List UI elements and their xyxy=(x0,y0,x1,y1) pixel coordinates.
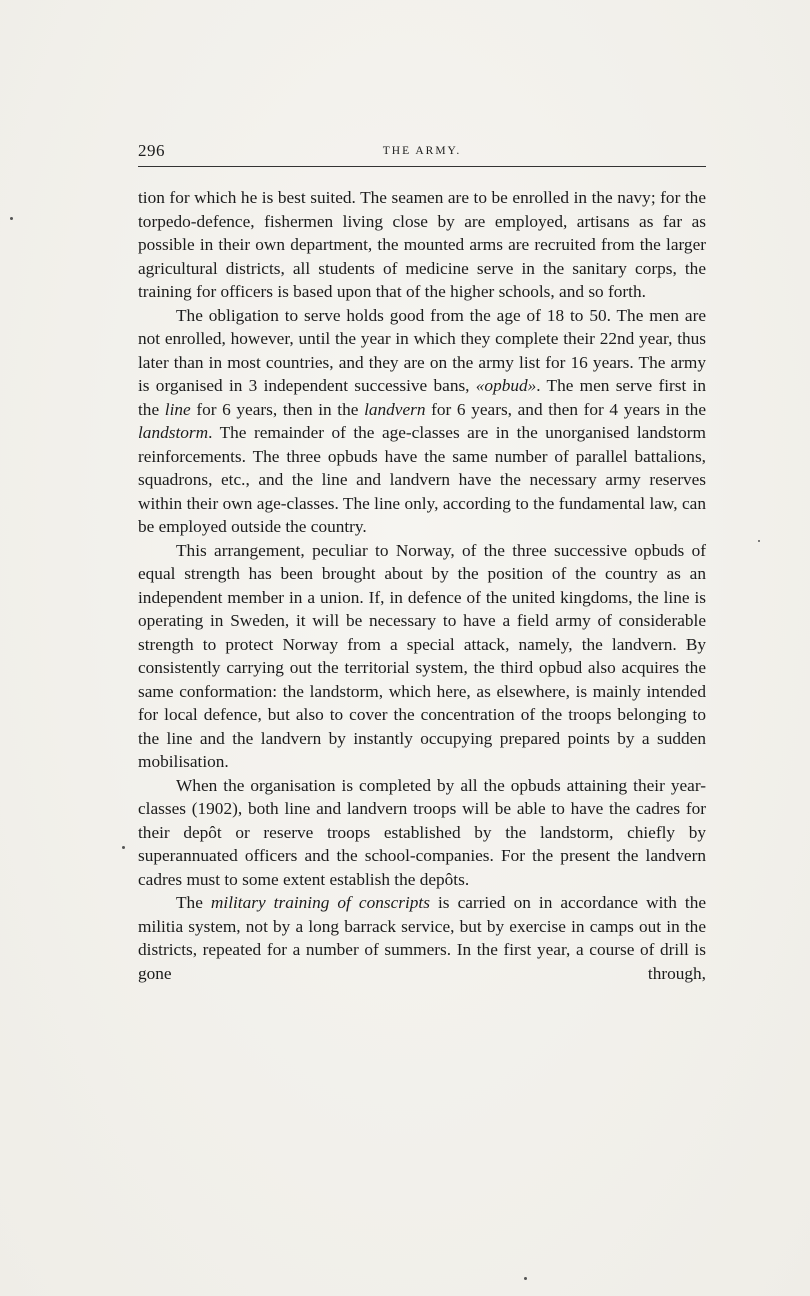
term-military-training: military training of conscripts xyxy=(210,893,430,912)
paragraph-5-part-b: is carried on in accordance with the militia system, not by a long barrack service, but by exercise in camps out in the districts, repeated for a number of summers. In the first year, a course of drill is gone through, xyxy=(138,893,707,983)
speck-bottom xyxy=(524,1277,527,1280)
paragraph-4-text: When the organisation is completed by all the opbuds attaining their year-classes (1902), both line and landvern troops will be able to have the cadres for their depôt or reserve troops established by the landstorm, chiefly by superannuated officers and the school-companies. For the present the landvern cadres must to some extent establish the depôts. xyxy=(138,775,706,889)
term-opbud: «opbud» xyxy=(475,376,537,395)
paragraph-4 xyxy=(138,774,706,892)
term-landstorm: landstorm xyxy=(138,423,209,442)
paragraph-3 xyxy=(138,539,706,774)
header-rule xyxy=(138,166,706,167)
paragraph-3-text: This arrangement, peculiar to Norway, of the three successive opbuds of equal strength has been brought about by the position of the country as an independent member in a union. If, in defence of the united kingdoms, the line is operating in Sweden, it will be necessary to have a field army of considerable strength to protect Norway from a special attack, namely, the landvern. By consistently carrying out the territorial system, the third opbud also acquires the same conformation: the landstorm, which here, as elsewhere, is mainly intended for local defence, but also to cover the concentration of the troops belonging to the line and the landvern by instantly occupying prepared points by a sudden mobilisation. xyxy=(138,540,706,771)
running-head: THE ARMY. xyxy=(382,145,462,157)
page-number: 296 xyxy=(138,141,165,160)
paragraph-1 xyxy=(138,186,706,304)
term-line: line xyxy=(164,399,191,419)
paragraph-2-part-d: for 6 years, and then for 4 years in the xyxy=(425,399,706,419)
body-text xyxy=(138,186,706,985)
paragraph-5-part-a: The xyxy=(176,893,211,912)
speck-left-margin-2 xyxy=(122,846,125,849)
speck-left-margin xyxy=(10,217,13,220)
speck-right-margin xyxy=(758,540,760,542)
term-landvern: landvern xyxy=(364,399,426,419)
paragraph-2-part-e: . The remainder of the age-classes are in the unorganised landstorm reinforcements. The three opbuds have the same number of parallel battalions, squadrons, etc., and the line and landvern have the necessary army reserves within their own age-classes. The line only, according to the fundamental law, can be employed outside the country. xyxy=(138,423,706,536)
paragraph-2 xyxy=(138,304,706,539)
paragraph-2-part-a: The obligation to serve holds good from the age of 18 to 50. The men are not enrolled, however, until the year in which they complete their 22nd year, thus later than in most countries, and they are on the army list for 16 years. The army is organised in 3 independent successive bans, xyxy=(138,305,706,395)
paragraph-2-part-c: for 6 years, then in the xyxy=(190,399,365,419)
page-header xyxy=(138,141,706,165)
paragraph-5 xyxy=(138,891,706,985)
paragraph-1-text: tion for which he is best suited. The seamen are to be enrolled in the navy; for the torpedo-defence, fishermen living close by are employed, artisans as far as possible in their own department, the mounted arms are recruited from the larger agricultural districts, all students of medicine serve in the sanitary corps, the training for officers is based upon that of the higher schools, and so forth. xyxy=(138,188,706,301)
paragraph-2-part-b: . The men serve first in the xyxy=(138,376,706,419)
